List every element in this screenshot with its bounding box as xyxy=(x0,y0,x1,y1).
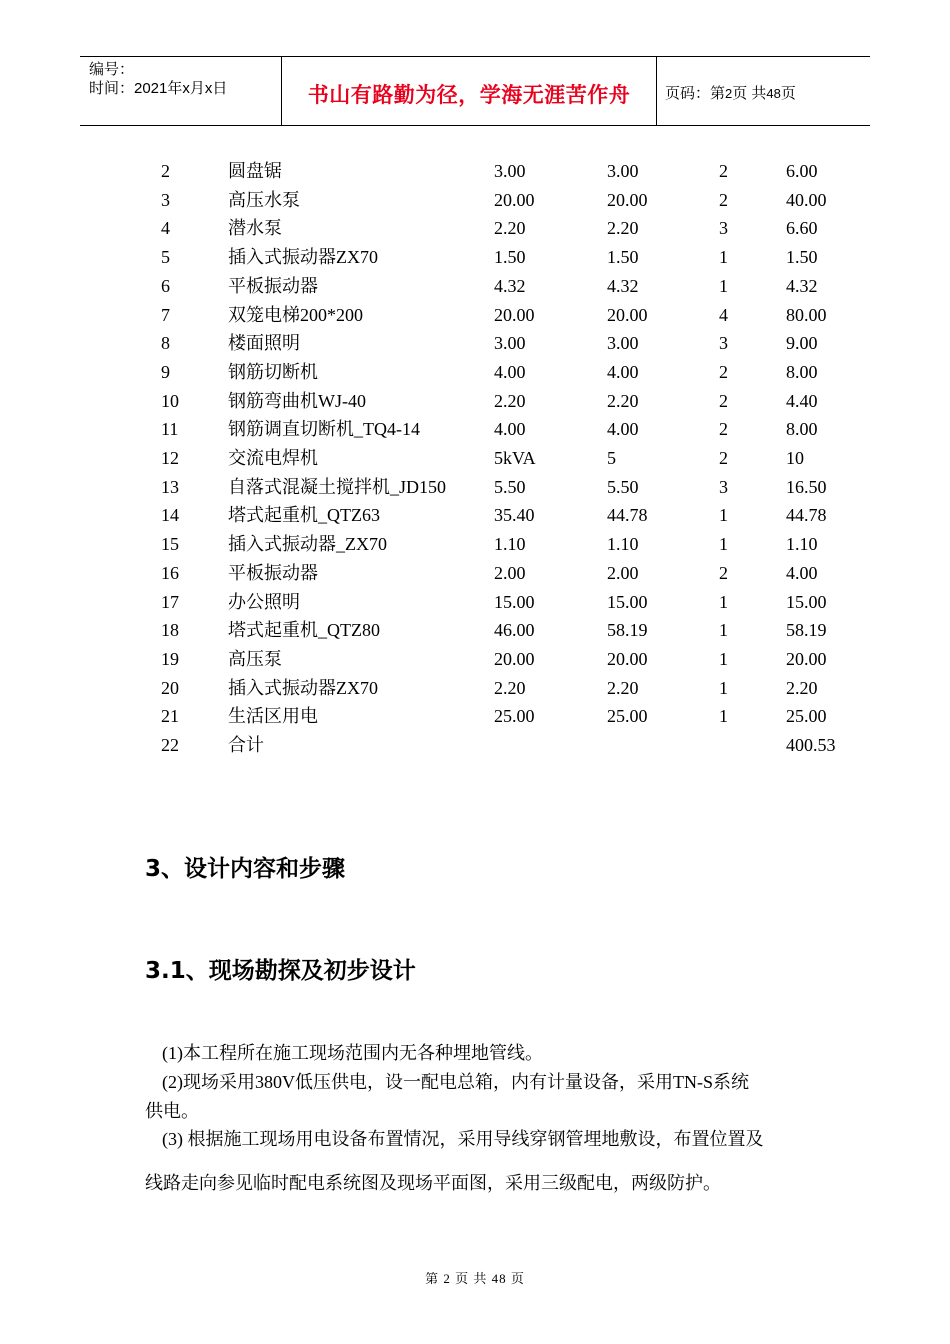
cell-total-power: 400.53 xyxy=(786,735,836,755)
table-row xyxy=(0,616,950,644)
cell-rated-power: 20.00 xyxy=(494,304,535,325)
cell-calc-power: 4.00 xyxy=(607,419,639,440)
table-row xyxy=(0,645,950,673)
cell-equipment-name: 塔式起重机_QTZ80 xyxy=(228,620,380,641)
cell-rated-power: 3.00 xyxy=(494,333,526,354)
paragraph-2-line-2: 供电。 xyxy=(145,1101,199,1121)
cell-rated-power: 35.40 xyxy=(494,505,535,526)
cell-total-power: 1.50 xyxy=(786,247,818,268)
cell-rated-power: 46.00 xyxy=(494,620,535,641)
cell-quantity: 2 xyxy=(719,419,728,440)
cell-total-power: 4.00 xyxy=(786,562,818,583)
cell-equipment-name: 合计 xyxy=(228,735,264,755)
cell-total-power: 1.10 xyxy=(786,534,818,555)
table-row xyxy=(0,702,950,730)
cell-total-power: 40.00 xyxy=(786,189,827,210)
cell-calc-power: 5 xyxy=(607,448,616,468)
cell-rated-power: 5kVA xyxy=(494,448,536,468)
cell-quantity: 1 xyxy=(719,505,728,526)
cell-calc-power: 3.00 xyxy=(607,333,639,354)
cell-total-power: 44.78 xyxy=(786,505,827,526)
cell-equipment-name: 钢筋弯曲机WJ-40 xyxy=(228,390,366,411)
cell-rated-power: 4.32 xyxy=(494,275,526,296)
cell-calc-power: 3.00 xyxy=(607,161,639,181)
cell-equipment-name: 高压水泵 xyxy=(228,189,300,210)
cell-number: 20 xyxy=(161,677,179,698)
cell-total-power: 16.50 xyxy=(786,476,827,497)
cell-total-power: 58.19 xyxy=(786,620,827,641)
cell-quantity: 2 xyxy=(719,448,728,468)
cell-quantity: 2 xyxy=(719,361,728,382)
table-row xyxy=(0,186,950,214)
paragraph-2-line-1: (2)现场采用380V低压供电，设一配电总箱，内有计量设备，采用TN-S系统 xyxy=(162,1072,749,1092)
page-footer: 第 2 页 共 48 页 xyxy=(425,1271,525,1286)
table-row xyxy=(0,358,950,386)
cell-rated-power: 5.50 xyxy=(494,476,526,497)
cell-calc-power: 20.00 xyxy=(607,304,648,325)
cell-number: 8 xyxy=(161,333,170,354)
cell-number: 3 xyxy=(161,189,170,210)
cell-quantity: 2 xyxy=(719,161,728,181)
header-page-cell xyxy=(656,57,870,125)
cell-rated-power: 1.10 xyxy=(494,534,526,555)
cell-rated-power: 4.00 xyxy=(494,361,526,382)
cell-number: 11 xyxy=(161,419,179,440)
table-row xyxy=(0,387,950,415)
cell-equipment-name: 圆盘锯 xyxy=(228,161,282,181)
paragraph-3-line-1: (3) 根据施工现场用电设备布置情况，采用导线穿钢管埋地敷设，布置位置及 xyxy=(162,1129,764,1149)
cell-equipment-name: 高压泵 xyxy=(228,648,282,669)
section-3-1-heading: 3.1、现场勘探及初步设计 xyxy=(145,958,416,984)
cell-quantity: 2 xyxy=(719,390,728,411)
cell-calc-power: 20.00 xyxy=(607,648,648,669)
header-motto-cell xyxy=(281,57,657,125)
cell-calc-power: 2.00 xyxy=(607,562,639,583)
header-motto: 书山有路勤为径，学海无涯苦作舟 xyxy=(307,83,631,107)
page-header xyxy=(80,56,870,126)
header-meta-cell xyxy=(80,57,281,125)
cell-number: 7 xyxy=(161,304,170,325)
cell-quantity: 3 xyxy=(719,476,728,497)
table-row xyxy=(0,214,950,242)
cell-equipment-name: 塔式起重机_QTZ63 xyxy=(228,505,380,526)
cell-number: 19 xyxy=(161,648,179,669)
cell-equipment-name: 平板振动器 xyxy=(228,275,318,296)
table-row xyxy=(0,588,950,616)
cell-number: 5 xyxy=(161,247,170,268)
cell-rated-power: 20.00 xyxy=(494,648,535,669)
cell-equipment-name: 潜水泵 xyxy=(228,218,282,239)
table-row xyxy=(0,301,950,329)
cell-quantity: 1 xyxy=(719,648,728,669)
cell-number: 14 xyxy=(161,505,179,526)
cell-total-power: 10 xyxy=(786,448,804,468)
table-row xyxy=(0,157,950,185)
cell-total-power: 8.00 xyxy=(786,361,818,382)
cell-calc-power: 2.20 xyxy=(607,677,639,698)
cell-calc-power: 20.00 xyxy=(607,189,648,210)
cell-equipment-name: 平板振动器 xyxy=(228,562,318,583)
cell-equipment-name: 楼面照明 xyxy=(228,333,300,354)
page-prefix: 页码：第 xyxy=(665,85,726,102)
cell-equipment-name: 自落式混凝土搅拌机_JD150 xyxy=(228,476,447,497)
page-mid: 页 共 xyxy=(732,85,767,102)
cell-quantity: 2 xyxy=(719,189,728,210)
table-row xyxy=(0,731,950,759)
cell-calc-power: 44.78 xyxy=(607,505,648,526)
cell-number: 10 xyxy=(161,390,179,411)
cell-calc-power: 1.50 xyxy=(607,247,639,268)
cell-total-power: 6.60 xyxy=(786,218,818,239)
paragraph-3-line-2: 线路走向参见临时配电系统图及现场平面图，采用三级配电，两级防护。 xyxy=(145,1173,721,1193)
cell-quantity: 3 xyxy=(719,218,728,239)
page-number: 2 xyxy=(725,86,733,101)
cell-number: 17 xyxy=(161,591,179,612)
cell-number: 18 xyxy=(161,620,179,641)
cell-calc-power: 25.00 xyxy=(607,706,648,727)
cell-number: 13 xyxy=(161,476,179,497)
table-row xyxy=(0,243,950,271)
cell-equipment-name: 生活区用电 xyxy=(228,706,318,727)
cell-rated-power: 3.00 xyxy=(494,161,526,181)
cell-calc-power: 4.32 xyxy=(607,275,639,296)
cell-equipment-name: 钢筋调直切断机_TQ4-14 xyxy=(228,419,420,440)
page-suffix: 页 xyxy=(780,85,796,102)
cell-number: 22 xyxy=(161,735,179,755)
cell-number: 4 xyxy=(161,218,170,239)
table-row xyxy=(0,530,950,558)
cell-quantity: 1 xyxy=(719,620,728,641)
cell-number: 2 xyxy=(161,161,170,181)
cell-total-power: 2.20 xyxy=(786,677,818,698)
cell-number: 9 xyxy=(161,361,170,382)
cell-equipment-name: 交流电焊机 xyxy=(228,448,318,468)
cell-quantity: 4 xyxy=(719,304,728,325)
table-row xyxy=(0,674,950,702)
section-3-heading: 3、设计内容和步骤 xyxy=(145,856,346,882)
cell-calc-power: 15.00 xyxy=(607,591,648,612)
table-row xyxy=(0,272,950,300)
cell-total-power: 80.00 xyxy=(786,304,827,325)
cell-number: 6 xyxy=(161,275,170,296)
cell-calc-power: 1.10 xyxy=(607,534,639,555)
cell-number: 12 xyxy=(161,448,179,468)
cell-number: 21 xyxy=(161,706,179,727)
cell-calc-power: 4.00 xyxy=(607,361,639,382)
cell-rated-power: 15.00 xyxy=(494,591,535,612)
cell-number: 15 xyxy=(161,534,179,555)
cell-rated-power: 2.20 xyxy=(494,677,526,698)
cell-quantity: 1 xyxy=(719,247,728,268)
cell-rated-power: 1.50 xyxy=(494,247,526,268)
cell-equipment-name: 钢筋切断机 xyxy=(228,361,318,382)
table-row xyxy=(0,501,950,529)
cell-total-power: 15.00 xyxy=(786,591,827,612)
cell-total-power: 4.32 xyxy=(786,275,818,296)
cell-equipment-name: 插入式振动器ZX70 xyxy=(228,247,378,268)
cell-total-power: 9.00 xyxy=(786,333,818,354)
cell-calc-power: 2.20 xyxy=(607,218,639,239)
cell-total-power: 20.00 xyxy=(786,648,827,669)
cell-quantity: 1 xyxy=(719,677,728,698)
table-row xyxy=(0,415,950,443)
table-row xyxy=(0,444,950,472)
cell-total-power: 8.00 xyxy=(786,419,818,440)
cell-calc-power: 2.20 xyxy=(607,390,639,411)
cell-quantity: 1 xyxy=(719,591,728,612)
table-row xyxy=(0,559,950,587)
document-number-label: 编号： xyxy=(89,61,135,78)
cell-total-power: 4.40 xyxy=(786,390,818,411)
cell-total-power: 25.00 xyxy=(786,706,827,727)
cell-total-power: 6.00 xyxy=(786,161,818,181)
cell-quantity: 1 xyxy=(719,534,728,555)
cell-quantity: 2 xyxy=(719,562,728,583)
header-page-info xyxy=(665,82,796,103)
document-time-label: 时间：2021年x月x日 xyxy=(89,80,228,97)
cell-quantity: 3 xyxy=(719,333,728,354)
table-row xyxy=(0,473,950,501)
cell-rated-power: 2.20 xyxy=(494,218,526,239)
cell-calc-power: 58.19 xyxy=(607,620,648,641)
cell-equipment-name: 双笼电梯200*200 xyxy=(228,304,363,325)
cell-rated-power: 4.00 xyxy=(494,419,526,440)
table-row xyxy=(0,329,950,357)
page-total: 48 xyxy=(766,86,781,101)
cell-calc-power: 5.50 xyxy=(607,476,639,497)
paragraph-1: (1)本工程所在施工现场范围内无各种埋地管线。 xyxy=(162,1043,543,1063)
cell-rated-power: 20.00 xyxy=(494,189,535,210)
cell-rated-power: 2.00 xyxy=(494,562,526,583)
cell-rated-power: 2.20 xyxy=(494,390,526,411)
cell-quantity: 1 xyxy=(719,706,728,727)
cell-equipment-name: 插入式振动器ZX70 xyxy=(228,677,378,698)
cell-number: 16 xyxy=(161,562,179,583)
cell-equipment-name: 插入式振动器_ZX70 xyxy=(228,534,387,555)
cell-equipment-name: 办公照明 xyxy=(228,591,300,612)
cell-rated-power: 25.00 xyxy=(494,706,535,727)
cell-quantity: 1 xyxy=(719,275,728,296)
